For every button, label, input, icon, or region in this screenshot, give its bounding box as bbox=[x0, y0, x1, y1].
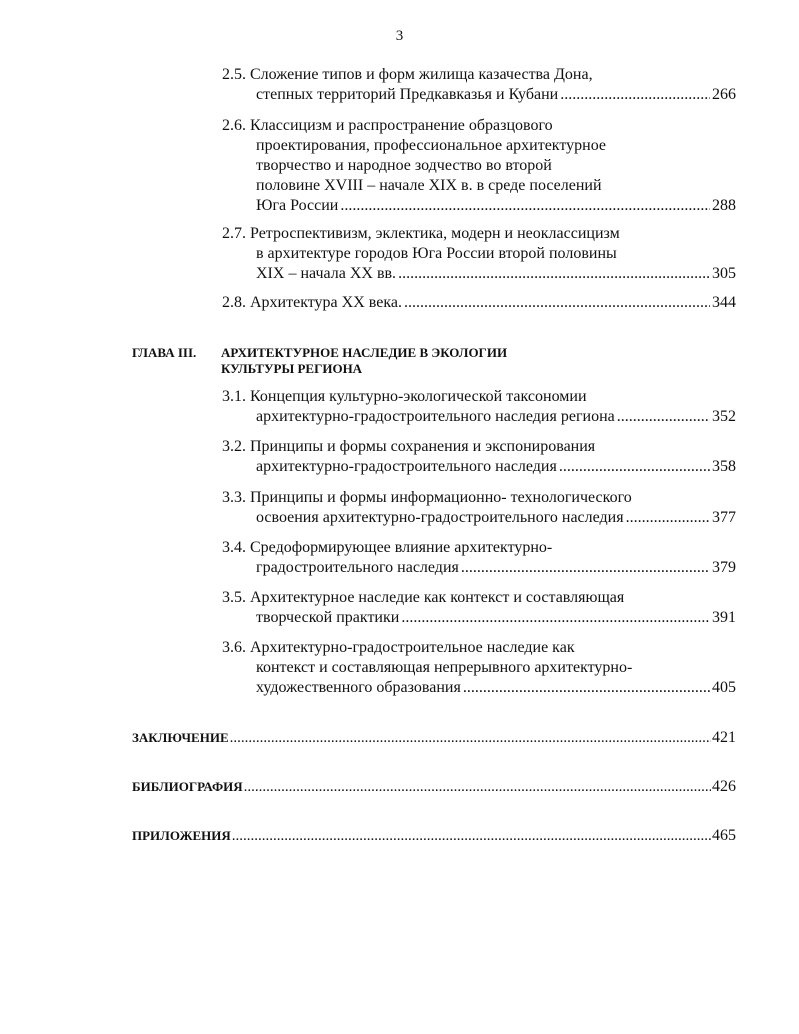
toc-page-number: 426 bbox=[712, 778, 736, 795]
toc-entry-last-line bbox=[222, 196, 736, 216]
toc-entry-title: 2.8. Архитектура XX века. bbox=[222, 294, 402, 311]
dot-leader bbox=[560, 85, 710, 105]
toc-page-number: 465 bbox=[712, 827, 736, 844]
toc-entry bbox=[222, 437, 736, 477]
dot-leader bbox=[559, 457, 710, 477]
toc-entry-last-line bbox=[222, 293, 736, 313]
toc-entry-title: освоения архитектурно-градостроительного наследия bbox=[256, 509, 624, 526]
chapter-title-line: АРХИТЕКТУРНОЕ НАСЛЕДИЕ В ЭКОЛОГИИ bbox=[221, 345, 508, 360]
toc-page-number: 305 bbox=[712, 265, 736, 282]
toc-entry bbox=[222, 116, 736, 216]
toc-page-number: 288 bbox=[712, 197, 736, 214]
toc-entry-line: 3.2. Принципы и формы сохранения и экспонирования bbox=[222, 438, 596, 455]
dot-leader bbox=[461, 558, 710, 578]
toc-back-matter-entry bbox=[132, 826, 736, 846]
toc-entry bbox=[222, 638, 736, 698]
toc-entry-title: ПРИЛОЖЕНИЯ bbox=[132, 828, 231, 843]
toc-entry-line: 3.1. Концепция культурно-экологической таксономии bbox=[222, 388, 587, 405]
chapter-title-line: КУЛЬТУРЫ РЕГИОНА bbox=[221, 361, 363, 376]
page-number: 3 bbox=[395, 28, 404, 44]
dot-leader bbox=[626, 508, 710, 528]
toc-entry-last-line bbox=[222, 85, 736, 105]
toc-entry-line: в архитектуре городов Юга России второй половины bbox=[256, 245, 617, 262]
toc-entry-title: БИБЛИОГРАФИЯ bbox=[132, 779, 243, 794]
dot-leader bbox=[617, 407, 710, 427]
toc-entry bbox=[222, 538, 736, 578]
toc-entry-title: ЗАКЛЮЧЕНИЕ bbox=[132, 730, 229, 745]
toc-page-number: 377 bbox=[712, 509, 736, 526]
toc-entry-title: архитектурно-градостроительного наследия региона bbox=[256, 408, 615, 425]
toc-back-matter-entry bbox=[132, 728, 736, 748]
toc-entry-last-line bbox=[222, 508, 736, 528]
toc-entry-line: половине XVIII – начале XIX в. в среде поселений bbox=[256, 177, 602, 194]
toc-entry-last-line bbox=[222, 608, 736, 628]
dot-leader bbox=[340, 196, 710, 216]
toc-entry-line: 2.7. Ретроспективизм, эклектика, модерн и неоклассицизм bbox=[222, 225, 620, 242]
chapter-title bbox=[221, 345, 621, 377]
toc-page-number: 391 bbox=[712, 609, 736, 626]
toc-entry-last-line bbox=[222, 457, 736, 477]
toc-page-number: 352 bbox=[712, 408, 736, 425]
toc-entry-title: градостроительного наследия bbox=[256, 559, 459, 576]
toc-page-number: 344 bbox=[712, 294, 736, 311]
dot-leader bbox=[404, 293, 710, 313]
toc-entry bbox=[222, 588, 736, 628]
toc-page-number: 379 bbox=[712, 559, 736, 576]
dot-leader bbox=[463, 678, 710, 698]
toc-entry-title: художественного образования bbox=[256, 679, 461, 696]
toc-entry-line: 3.6. Архитектурно-градостроительное наследие как bbox=[222, 639, 575, 656]
toc-entry-line: проектирования, профессиональное архитектурное bbox=[256, 137, 607, 154]
dot-leader bbox=[398, 264, 710, 284]
toc-entry-title: степных территорий Предкавказья и Кубани bbox=[256, 86, 559, 103]
dot-leader bbox=[232, 826, 711, 846]
toc-entry bbox=[222, 387, 736, 427]
dot-leader bbox=[244, 777, 711, 797]
toc-entry-title: архитектурно-градостроительного наследия bbox=[256, 458, 557, 475]
toc-entry-last-line bbox=[222, 678, 736, 698]
toc-entry-title: Юга России bbox=[256, 197, 339, 214]
toc-entry-line: 2.5. Сложение типов и форм жилища казачества Дона, bbox=[222, 66, 593, 83]
toc-entry-line: 3.4. Средоформирующее влияние архитектурно- bbox=[222, 539, 553, 556]
toc-entry bbox=[222, 65, 736, 105]
toc-entry-line: 3.5. Архитектурное наследие как контекст и составляющая bbox=[222, 589, 625, 606]
toc-page-number: 266 bbox=[712, 86, 736, 103]
dot-leader bbox=[230, 728, 711, 748]
toc-back-matter-entry bbox=[132, 777, 736, 797]
toc-entry-last-line bbox=[222, 407, 736, 427]
toc-entry-line: контекст и составляющая непрерывного архитектурно- bbox=[256, 659, 633, 676]
dot-leader bbox=[401, 608, 710, 628]
toc-entry-title: творческой практики bbox=[256, 609, 400, 626]
toc-entry-last-line bbox=[222, 558, 736, 578]
toc-page-number: 358 bbox=[712, 458, 736, 475]
toc-entry-line: 2.6. Классицизм и распространение образцового bbox=[222, 117, 553, 134]
toc-entry bbox=[222, 293, 736, 313]
toc-page-number: 405 bbox=[712, 679, 736, 696]
toc-entry-last-line bbox=[222, 264, 736, 284]
toc-entry bbox=[222, 488, 736, 528]
toc-entry-title: XIX – начала XX вв. bbox=[256, 265, 397, 282]
chapter-label: ГЛАВА III. bbox=[132, 345, 197, 360]
toc-entry bbox=[222, 224, 736, 284]
toc-entry-line: 3.3. Принципы и формы информационно- технологического bbox=[222, 489, 632, 506]
toc-page-number: 421 bbox=[712, 729, 736, 746]
toc-entry-line: творчество и народное зодчество во второй bbox=[256, 157, 552, 174]
